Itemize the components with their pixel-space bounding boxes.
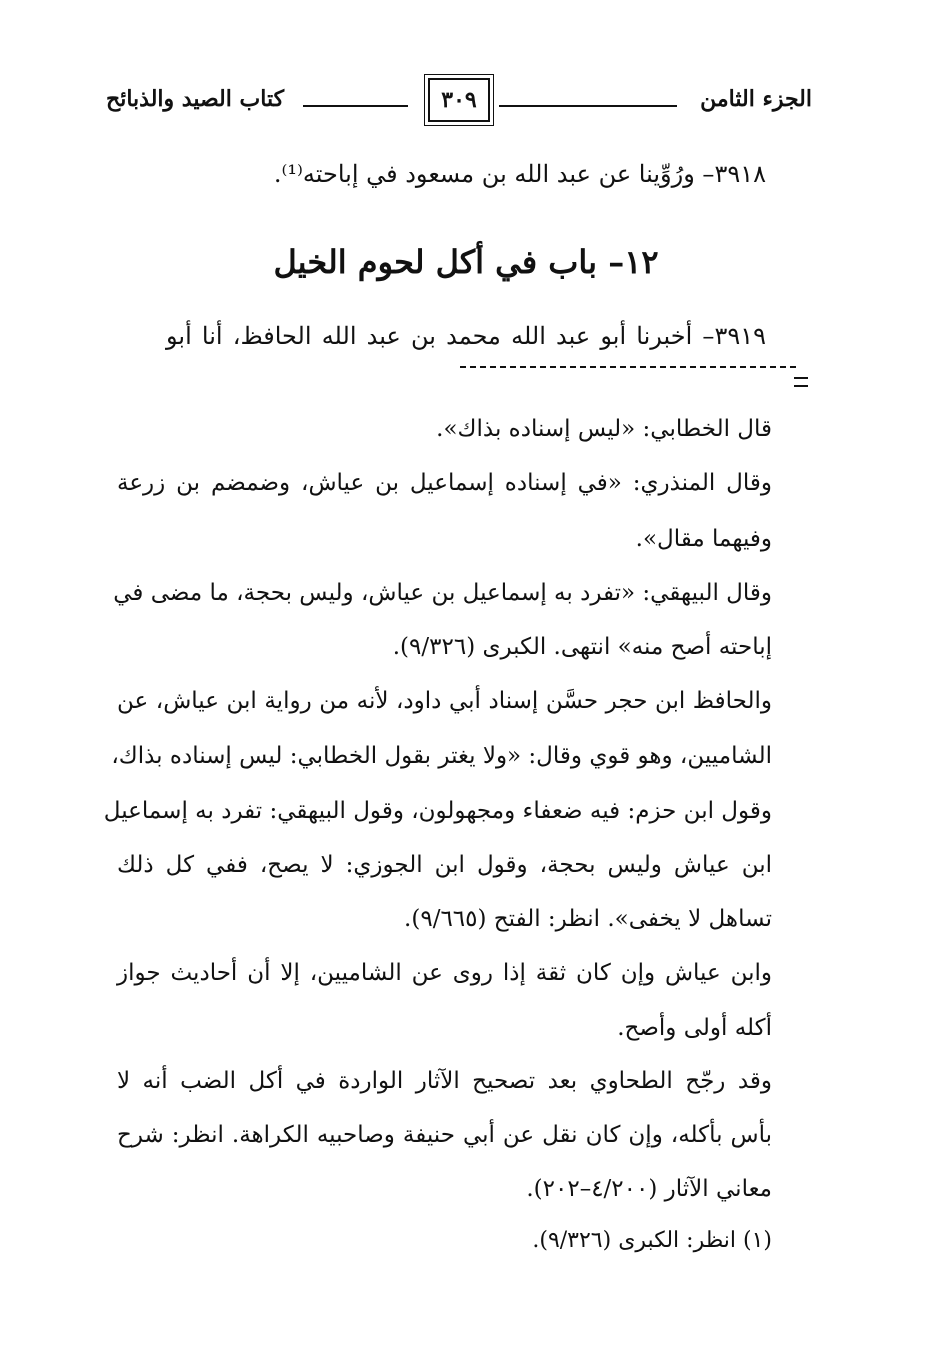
- footnote-separator: [460, 366, 796, 368]
- hadith-3919: ٣٩١٩– أخبرنا أبو عبد الله محمد بن عبد الله الحافظ، أنا أبو: [166, 322, 766, 350]
- running-head-volume: الجزء الثامن: [700, 86, 812, 112]
- note-line: معاني الآثار (٤/٢٠٠–٢٠٢).: [526, 1176, 772, 1202]
- note-line: إباحته أصح منه» انتهى. الكبرى (٩/٣٢٦).: [392, 634, 772, 660]
- continuation-mark: [794, 377, 808, 387]
- note-line: بأس بأكله، وإن كان نقل عن أبي حنيفة وصاحبيه الكراهة. انظر: شرح: [117, 1122, 772, 1148]
- note-line: وقد رجّح الطحاوي بعد تصحيح الآثار الواردة في أكل الضب أنه لا: [117, 1068, 772, 1094]
- chapter-heading: ١٢– باب في أكل لحوم الخيل: [273, 243, 659, 281]
- note-line: وقول ابن حزم: فيه ضعفاء ومجهولون، وقول البيهقي: تفرد به إسماعيل: [103, 798, 772, 824]
- note-line: والحافظ ابن حجر حسَّن إسناد أبي داود، لأنه من رواية ابن عياش، عن: [117, 688, 772, 714]
- note-line: وقال البيهقي: «تفرد به إسماعيل بن عياش، وليس بحجة، ما مضى في: [113, 580, 772, 606]
- note-line: الشاميين، وهو قوي وقال: «ولا يغتر بقول الخطابي: ليس إسناده بذاك،: [111, 743, 772, 769]
- footnote-1: (١) انظر: الكبرى (٩/٣٢٦).: [532, 1228, 772, 1253]
- note-line: وفيهما مقال».: [635, 526, 772, 552]
- note-line: تساهل لا يخفى». انظر: الفتح (٩/٦٦٥).: [404, 906, 772, 932]
- header-rule-left: [303, 105, 408, 107]
- hadith-3918: ٣٩١٨– ورُوِّينا عن عبد الله بن مسعود في إباحته⁽¹⁾.: [273, 160, 766, 188]
- page-header: [100, 78, 812, 126]
- note-line: وابن عياش وإن كان ثقة إذا روى عن الشاميين، إلا أن أحاديث جواز: [117, 960, 772, 986]
- note-line: أكله أولى وأصح.: [617, 1015, 772, 1041]
- page-number-box: ٣٠٩: [428, 78, 490, 122]
- note-line: قال الخطابي: «ليس إسناده بذاك».: [436, 416, 772, 442]
- header-rule-right: [499, 105, 677, 107]
- note-line: وقال المنذري: «في إسناده إسماعيل بن عياش، وضمضم بن زرعة: [117, 470, 772, 496]
- note-line: ابن عياش وليس بحجة، وقول ابن الجوزي: لا يصح، ففي كل ذلك: [117, 852, 772, 878]
- running-head-book: كتاب الصيد والذبائح: [106, 86, 285, 112]
